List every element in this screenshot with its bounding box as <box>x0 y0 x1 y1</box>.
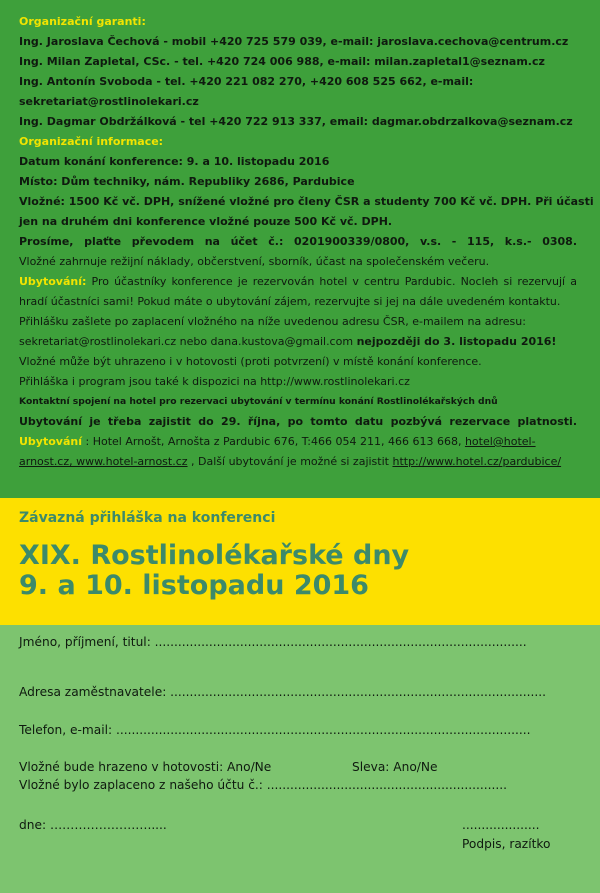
info-termin: Ubytování je třeba zajistit do 29. října, po tomto datu pozbývá rezervace platnosti. <box>19 415 577 428</box>
info-prihlasku-2 <box>19 332 577 352</box>
info-hotel-2 <box>19 452 577 472</box>
banner-date: 9. a 10. listopadu 2016 <box>19 570 369 601</box>
info-program: Přihláška i program jsou také k dispozici na http://www.rostlinolekari.cz <box>19 375 410 388</box>
garant-zapletal: Ing. Milan Zapletal, CSc. - tel. +420 724 006 988, e-mail: milan.zapletal1@seznam.cz <box>19 55 545 68</box>
info-ubytovani <box>19 272 577 312</box>
garanti-heading: Organizační garanti: <box>19 15 146 28</box>
info-datum: Datum konání konference: 9. a 10. listopadu 2016 <box>19 155 330 168</box>
hotel-web-link[interactable]: arnost.cz, www.hotel-arnost.cz <box>19 455 188 468</box>
ubytovani-text-1: Pro účastníky konference je rezervován hotel v centru Pardubic. Nocleh si rezervují <box>86 275 566 288</box>
banner-subtitle: Závazná přihláška na konferenci <box>19 510 276 526</box>
ubytovani-label: Ubytování: <box>19 275 87 288</box>
hotel-label: Ubytování <box>19 435 82 448</box>
info-hotovost: Vložné může být uhrazeno i v hotovosti (proti potvrzení) v místě konání konference. <box>19 355 482 368</box>
field-sleva[interactable]: Sleva: Ano/Ne <box>352 760 438 774</box>
registration-form <box>0 625 600 893</box>
title-banner <box>0 498 600 625</box>
info-misto: Místo: Dům techniky, nám. Republiky 2686, Pardubice <box>19 175 355 188</box>
info-hotel <box>19 432 577 452</box>
info-vlozne: Vložné: 1500 Kč vč. DPH, snížené vložné pro členy ČSR a studenty 700 Kč vč. DPH. Při účasti <box>19 195 594 208</box>
signature-line: .................... <box>462 818 540 832</box>
info-prosime: Prosíme, plaťte převodem na účet č.: 0201900339/0800, v.s. - 115, k.s.- 0308. <box>19 235 577 248</box>
field-telefon[interactable]: Telefon, e-mail: ........................................................................................................... <box>19 723 531 737</box>
hotel-email-link[interactable]: hotel@hotel- <box>464 435 536 448</box>
signature-label: Podpis, razítko <box>462 837 551 851</box>
hotel-text: : Hotel Arnošt, Arnošta z Pardubic 676, T:466 054 211, 466 613 668, <box>82 435 465 448</box>
prihlasku-emails: sekretariat@rostlinolekari.cz nebo dana.kustova@gmail.com <box>19 335 357 348</box>
info-vlozne-2: jen na druhém dni konference vložné pouze 500 Kč vč. DPH. <box>19 215 393 228</box>
garant-svoboda-email: sekretariat@rostlinolekari.cz <box>19 95 199 108</box>
info-prihlasku-1: Přihlášku zašlete po zaplacení vložného na níže uvedenou adresu ČSR, e-mailem na adresu: <box>19 315 526 328</box>
field-hrazeno[interactable]: Vložné bude hrazeno v hotovosti: Ano/Ne <box>19 760 272 774</box>
field-zaplaceno[interactable]: Vložné bylo zaplaceno z našeho účtu č.: .............................................................. <box>19 778 507 792</box>
info-kontakt: Kontaktní spojení na hotel pro rezervaci ubytování v termínu konání Rostlinolékařských dnů <box>19 396 498 407</box>
dalsi-text: , Další ubytování je možné si zajistit <box>187 455 393 468</box>
ubytovani-text-2: a hradí účastníci sami! Pokud máte o ubytování zájem, rezervujte si jej na dále uvedeném kontaktu. <box>19 275 577 308</box>
info-heading: Organizační informace: <box>19 135 164 148</box>
garant-svoboda: Ing. Antonín Svoboda - tel. +420 221 082 270, +420 608 525 662, e-mail: <box>19 75 474 88</box>
hotel-cz-link[interactable]: http://www.hotel.cz/pardubice/ <box>392 455 562 468</box>
banner-title: XIX. Rostlinolékařské dny <box>19 540 410 571</box>
prihlasku-deadline: nejpozději do 3. listopadu 2016! <box>356 335 557 348</box>
field-jmeno[interactable]: Jméno, příjmení, titul: ................................................................................................ <box>19 635 527 649</box>
garant-obdrzalkova: Ing. Dagmar Obdržálková - tel +420 722 913 337, email: dagmar.obdrzalkova@seznam.cz <box>19 115 573 128</box>
garant-cechova: Ing. Jaroslava Čechová - mobil +420 725 579 039, e-mail: jaroslava.cechova@centrum.cz <box>19 35 569 48</box>
field-adresa[interactable]: Adresa zaměstnavatele: ................................................................................................. <box>19 685 546 699</box>
info-zahrnuje: Vložné zahrnuje režijní náklady, občerstvení, sborník, účast na společenském večeru. <box>19 255 490 268</box>
field-dne[interactable]: dne: ……………………..... <box>19 818 167 832</box>
